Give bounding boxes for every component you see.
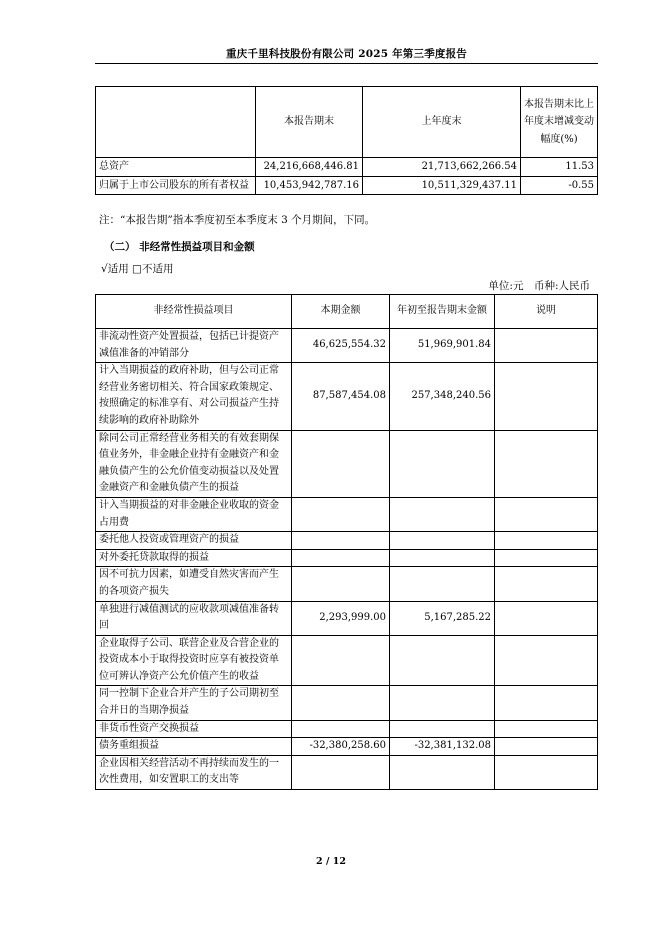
row-label: 总资产 — [96, 158, 256, 177]
row-label: 同一控制下企业合并产生的子公司期初至合并日的当期净损益 — [96, 686, 292, 720]
applicable-checked: √适用 — [101, 263, 129, 275]
table-row — [96, 686, 598, 720]
cell-value — [390, 635, 495, 686]
cell-value: 257,348,240.56 — [390, 363, 495, 430]
row-label: 除同公司正常经营业务相关的有效套期保值业务外，非金融企业持有金融资产和金融负债产生的公允价值变动损益以及处置金融资产和金融负债产生的损益 — [96, 430, 292, 497]
cell-value — [292, 532, 390, 550]
cell-value — [390, 532, 495, 550]
note-cell — [495, 497, 598, 531]
applicable-unchecked: □不适用 — [132, 263, 174, 275]
header-cell: 本报告期末比上年度末增减变动幅度(%) — [521, 87, 598, 158]
note-cell — [495, 755, 598, 789]
row-label: 计入当期损益的政府补助，但与公司正常经营业务密切相关、符合国家政策规定、按照确定的标准享有、对公司损益产生持续影响的政府补助除外 — [96, 363, 292, 430]
header-cell: 说明 — [495, 295, 598, 329]
table-row — [96, 567, 598, 601]
page-number: 2 / 12 — [316, 856, 346, 867]
cell-value — [390, 755, 495, 789]
note-cell — [495, 720, 598, 738]
cell-value: 46,625,554.32 — [292, 329, 390, 363]
cell-value — [292, 720, 390, 738]
table-row — [96, 430, 598, 497]
unit-currency-label: 单位:元 币种:人民币 — [488, 280, 590, 292]
header-divider — [95, 63, 598, 64]
header-cell: 本报告期末 — [256, 87, 363, 158]
row-label: 单独进行减值测试的应收款项减值准备转回 — [96, 601, 292, 635]
row-label: 非货币性资产交换损益 — [96, 720, 292, 738]
cell-value — [390, 686, 495, 720]
cell-value — [292, 686, 390, 720]
row-label: 非流动性资产处置损益，包括已计提资产减值准备的冲销部分 — [96, 329, 292, 363]
table-row — [96, 497, 598, 531]
table-row — [96, 549, 598, 567]
row-label: 归属于上市公司股东的所有者权益 — [96, 176, 256, 195]
cell-value — [292, 497, 390, 531]
row-label: 委托他人投资或管理资产的损益 — [96, 532, 292, 550]
note-cell — [495, 601, 598, 635]
note-cell — [495, 363, 598, 430]
cell-value — [390, 720, 495, 738]
balance-summary-table — [95, 86, 598, 195]
section-heading — [104, 239, 255, 254]
cell-value: -0.55 — [521, 176, 598, 195]
table-row — [96, 601, 598, 635]
cell-value: 21,713,662,266.54 — [363, 158, 521, 177]
row-label: 计入当期损益的对非金融企业收取的资金占用费 — [96, 497, 292, 531]
cell-value: -32,381,132.08 — [390, 738, 495, 756]
cell-value — [390, 549, 495, 567]
header-cell: 上年度末 — [363, 87, 521, 158]
cell-value: 24,216,668,446.81 — [256, 158, 363, 177]
row-label: 债务重组损益 — [96, 738, 292, 756]
header-cell — [96, 87, 256, 158]
table-row — [96, 532, 598, 550]
cell-value: 2,293,999.00 — [292, 601, 390, 635]
cell-value — [292, 755, 390, 789]
table-row — [96, 176, 598, 195]
note-cell — [495, 635, 598, 686]
row-label: 对外委托贷款取得的损益 — [96, 549, 292, 567]
cell-value — [390, 497, 495, 531]
note-cell — [495, 430, 598, 497]
note-cell — [495, 686, 598, 720]
report-header: 重庆千里科技股份有限公司 2025 年第三季度报告 — [225, 48, 468, 60]
note-cell — [495, 738, 598, 756]
section-number: （二） — [104, 241, 136, 253]
table-row — [96, 755, 598, 789]
cell-value: 5,167,285.22 — [390, 601, 495, 635]
cell-value: 10,453,942,787.16 — [256, 176, 363, 195]
row-label: 企业因相关经营活动不再持续而发生的一次性费用，如安置职工的支出等 — [96, 755, 292, 789]
table-row — [96, 363, 598, 430]
applicability-options — [101, 261, 173, 276]
header-cell: 年初至报告期末金额 — [390, 295, 495, 329]
table-header-row — [96, 87, 598, 158]
row-label: 因不可抗力因素，如遭受自然灾害而产生的各项资产损失 — [96, 567, 292, 601]
cell-value: 10,511,329,437.11 — [363, 176, 521, 195]
cell-value — [292, 567, 390, 601]
header-cell: 本期金额 — [292, 295, 390, 329]
table-row — [96, 329, 598, 363]
header-cell: 非经常性损益项目 — [96, 295, 292, 329]
cell-value — [390, 567, 495, 601]
cell-value — [390, 430, 495, 497]
section-title: 非经常性损益项目和金额 — [139, 241, 255, 253]
note-cell — [495, 567, 598, 601]
table-row — [96, 738, 598, 756]
cell-value: 11.53 — [521, 158, 598, 177]
note-cell — [495, 532, 598, 550]
cell-value: -32,380,258.60 — [292, 738, 390, 756]
note-cell — [495, 549, 598, 567]
table-row — [96, 720, 598, 738]
cell-value — [292, 549, 390, 567]
cell-value: 51,969,901.84 — [390, 329, 495, 363]
cell-value — [292, 635, 390, 686]
cell-value — [292, 430, 390, 497]
note-cell — [495, 329, 598, 363]
table-row — [96, 635, 598, 686]
nonrecurring-items-table — [95, 294, 598, 790]
table-note: 注：“本报告期”指本季度初至本季度末 3 个月期间，下同。 — [99, 214, 376, 226]
row-label: 企业取得子公司、联营企业及合营企业的投资成本小于取得投资时应享有被投资单位可辨认净资产公允价值产生的收益 — [96, 635, 292, 686]
table-header-row — [96, 295, 598, 329]
table-row — [96, 158, 598, 177]
cell-value: 87,587,454.08 — [292, 363, 390, 430]
